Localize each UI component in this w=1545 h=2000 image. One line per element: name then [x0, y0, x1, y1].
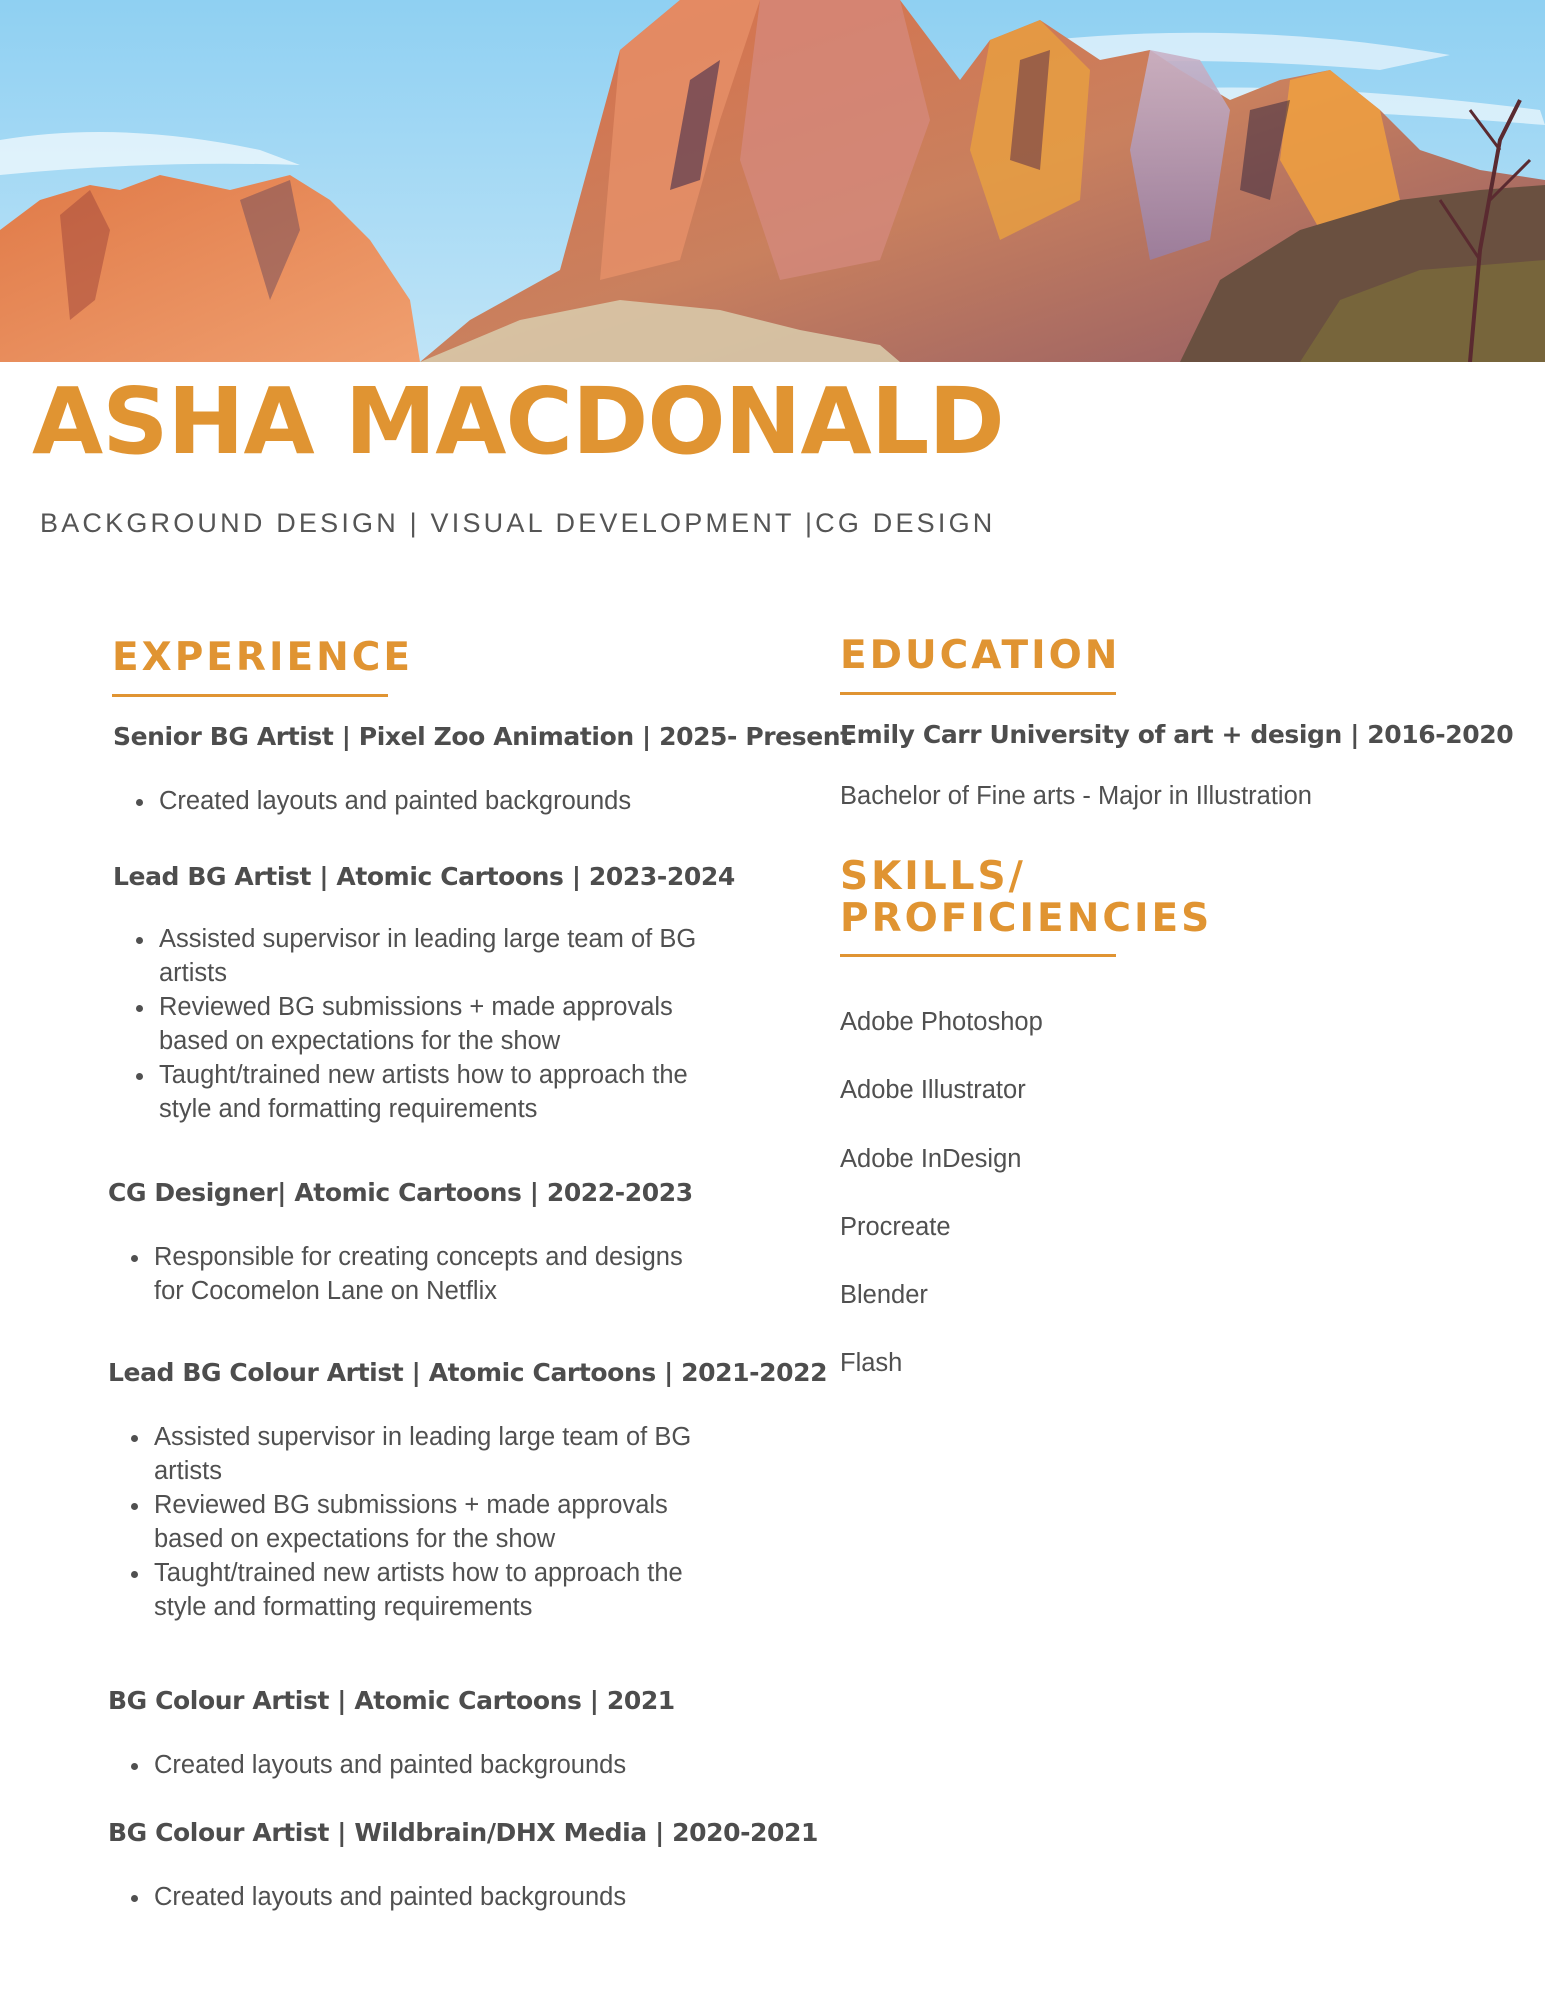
skills-heading-line2: PROFICIENCIES — [840, 896, 1213, 941]
skill-item: Flash — [840, 1349, 903, 1377]
skill-item: Blender — [840, 1281, 928, 1309]
job-title: Senior BG Artist | Pixel Zoo Animation | 2025- Present — [113, 722, 852, 751]
list-item: • Responsible for creating concepts and designs for Cocomelon Lane on Netflix — [152, 1240, 712, 1308]
candidate-name: ASHA MACDONALD — [32, 368, 1004, 475]
job-title: BG Colour Artist | Wildbrain/DHX Media | 2020-2021 — [108, 1818, 819, 1847]
job-bullets — [113, 922, 717, 1126]
skill-item: Adobe InDesign — [840, 1145, 1022, 1173]
list-item: • Assisted supervisor in leading large team of BG artists — [157, 922, 717, 990]
job-bullets — [108, 1880, 712, 1914]
education-divider — [840, 692, 1116, 695]
skills-divider — [840, 954, 1116, 957]
skill-item: Adobe Photoshop — [840, 1008, 1043, 1036]
list-item: • Taught/trained new artists how to approach the style and formatting requirements — [157, 1058, 717, 1126]
job-title: CG Designer| Atomic Cartoons | 2022-2023 — [108, 1178, 693, 1207]
experience-heading: EXPERIENCE — [112, 635, 414, 680]
list-item: • Taught/trained new artists how to approach the style and formatting requirements — [152, 1556, 712, 1624]
list-item: • Assisted supervisor in leading large team of BG artists — [152, 1420, 712, 1488]
skills-heading-line1: SKILLS/ — [840, 854, 1026, 899]
job-title: Lead BG Colour Artist | Atomic Cartoons | 2021-2022 — [108, 1358, 828, 1387]
experience-divider — [112, 694, 388, 697]
job-subtitle: BACKGROUND DESIGN | VISUAL DEVELOPMENT |CG DESIGN — [40, 508, 996, 538]
education-school: Emily Carr University of art + design | 2016-2020 — [840, 720, 1514, 749]
skill-item: Procreate — [840, 1213, 951, 1241]
education-heading: EDUCATION — [840, 633, 1121, 678]
skill-item: Adobe Illustrator — [840, 1076, 1026, 1104]
skills-heading — [840, 856, 1212, 940]
list-item: • Created layouts and painted backgrounds — [157, 784, 717, 818]
job-title: BG Colour Artist | Atomic Cartoons | 2021 — [108, 1686, 675, 1715]
header-banner-illustration — [0, 0, 1545, 362]
job-bullets — [113, 784, 717, 818]
job-bullets — [108, 1748, 712, 1782]
list-item: • Reviewed BG submissions + made approvals based on expectations for the show — [152, 1488, 712, 1556]
list-item: • Created layouts and painted backgrounds — [152, 1880, 712, 1914]
job-bullets — [108, 1240, 712, 1308]
job-title: Lead BG Artist | Atomic Cartoons | 2023-2024 — [113, 862, 735, 891]
education-degree: Bachelor of Fine arts - Major in Illustration — [840, 782, 1312, 810]
job-bullets — [108, 1420, 712, 1624]
list-item: • Reviewed BG submissions + made approvals based on expectations for the show — [157, 990, 717, 1058]
list-item: • Created layouts and painted backgrounds — [152, 1748, 712, 1782]
